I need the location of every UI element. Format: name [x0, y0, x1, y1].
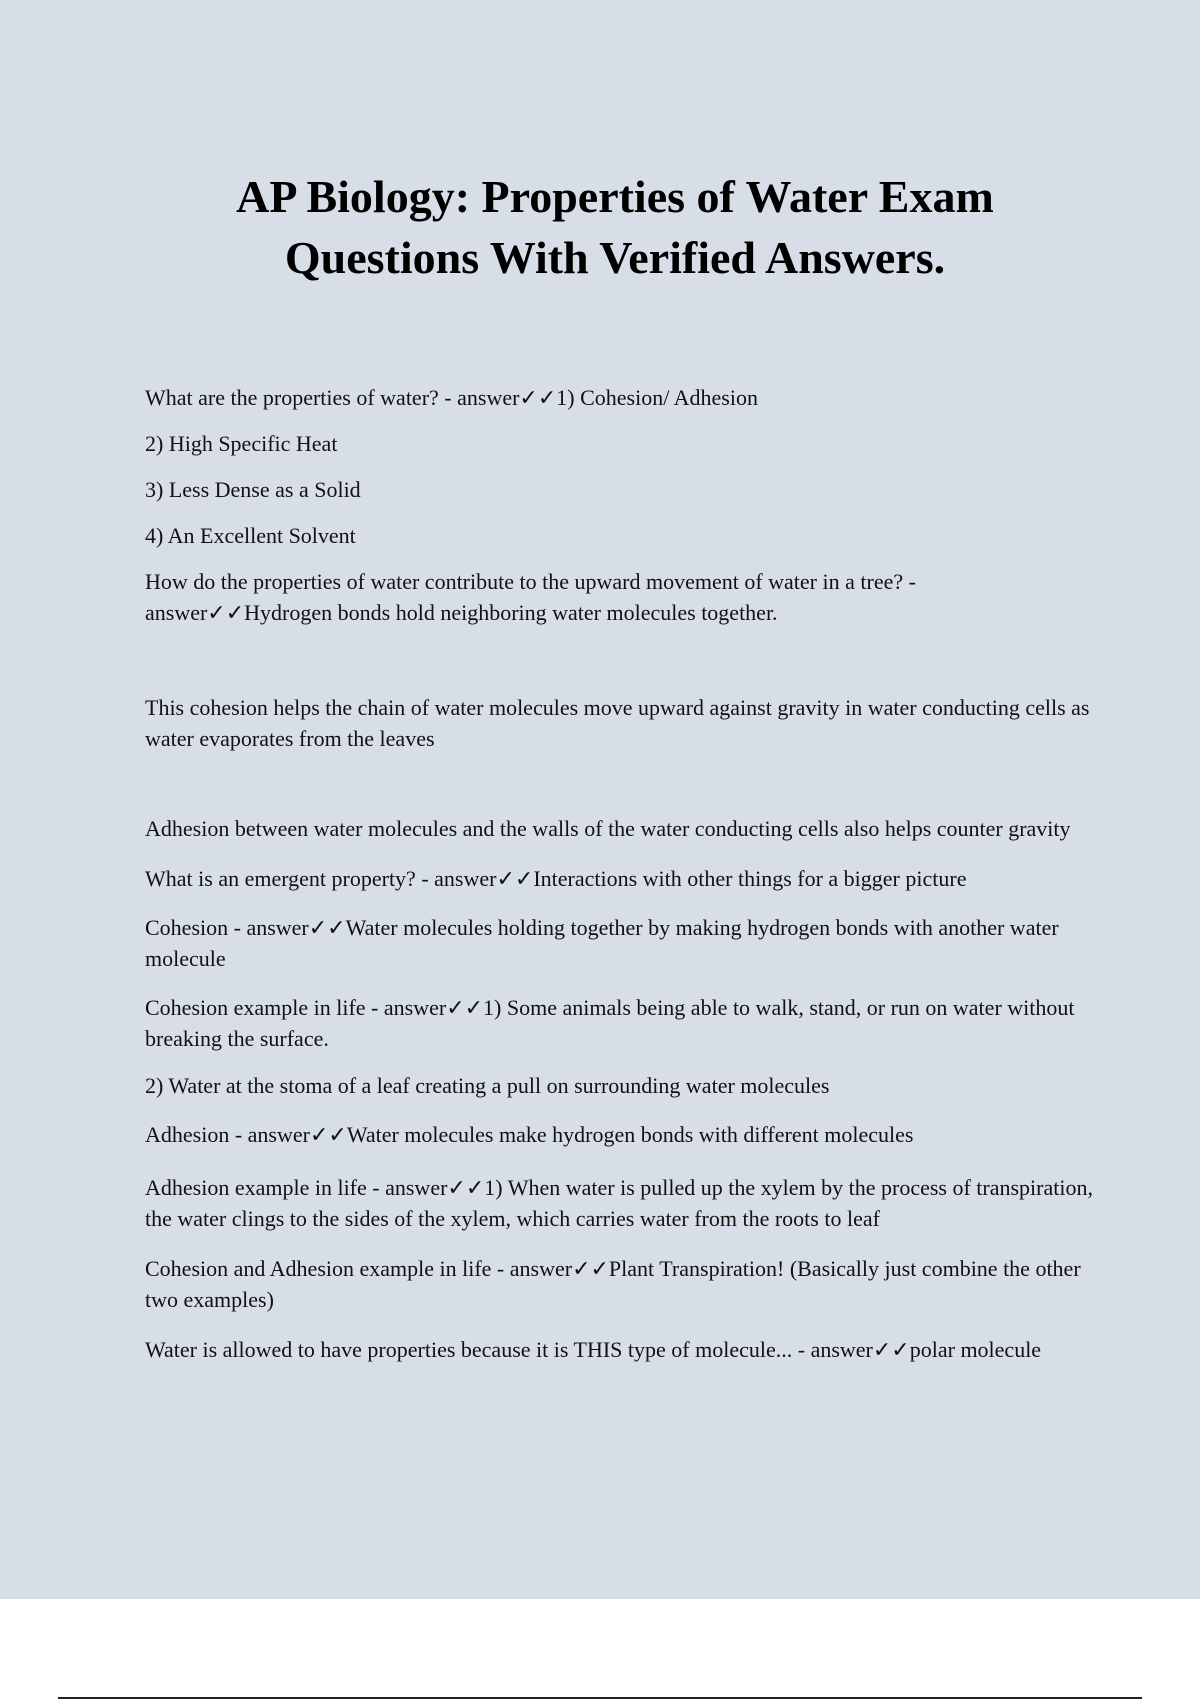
qa-paragraph: 4) An Excellent Solvent — [145, 523, 356, 548]
document-title — [145, 166, 1085, 288]
qa-paragraph: What are the properties of water? - answer✓✓1) Cohesion/ Adhesion — [145, 385, 758, 410]
qa-paragraph: Cohesion - answer✓✓Water molecules holding together by making hydrogen bonds with another water molecule — [145, 915, 1059, 971]
qa-paragraph: 3) Less Dense as a Solid — [145, 477, 361, 502]
qa-paragraph: Adhesion between water molecules and the walls of the water conducting cells also helps counter gravity — [145, 816, 1071, 841]
qa-paragraph: Adhesion - answer✓✓Water molecules make hydrogen bonds with different molecules — [145, 1122, 914, 1147]
qa-paragraph: Water is allowed to have properties because it is THIS type of molecule... - answer✓✓polar molecule — [145, 1337, 1042, 1362]
qa-paragraph: 2) Water at the stoma of a leaf creating a pull on surrounding water molecules — [145, 1073, 830, 1098]
qa-paragraph: This cohesion helps the chain of water molecules move upward against gravity in water conducting cells as water evaporates from the leaves — [145, 695, 1090, 751]
qa-paragraph: Adhesion example in life - answer✓✓1) When water is pulled up the xylem by the process of transpiration, the water clings to the sides of the xylem, which carries water from the roots to leaf — [145, 1175, 1093, 1231]
title-line-2: Questions With Verified Answers. — [284, 232, 946, 283]
title-line-1: AP Biology: Properties of Water Exam — [236, 171, 994, 222]
qa-paragraph: 2) High Specific Heat — [145, 431, 338, 456]
qa-paragraph: Cohesion and Adhesion example in life - answer✓✓Plant Transpiration! (Basically just combine the other two examples) — [145, 1256, 1081, 1312]
qa-paragraph: Cohesion example in life - answer✓✓1) Some animals being able to walk, stand, or run on water without breaking the surface. — [145, 995, 1075, 1051]
footer-divider — [58, 1697, 1142, 1699]
qa-paragraph: What is an emergent property? - answer✓✓Interactions with other things for a bigger picture — [145, 866, 967, 891]
qa-content — [145, 382, 1095, 1365]
qa-paragraph: How do the properties of water contribute to the upward movement of water in a tree? - answer✓✓Hydrogen bonds hold neighboring water molecules together. — [145, 569, 916, 625]
